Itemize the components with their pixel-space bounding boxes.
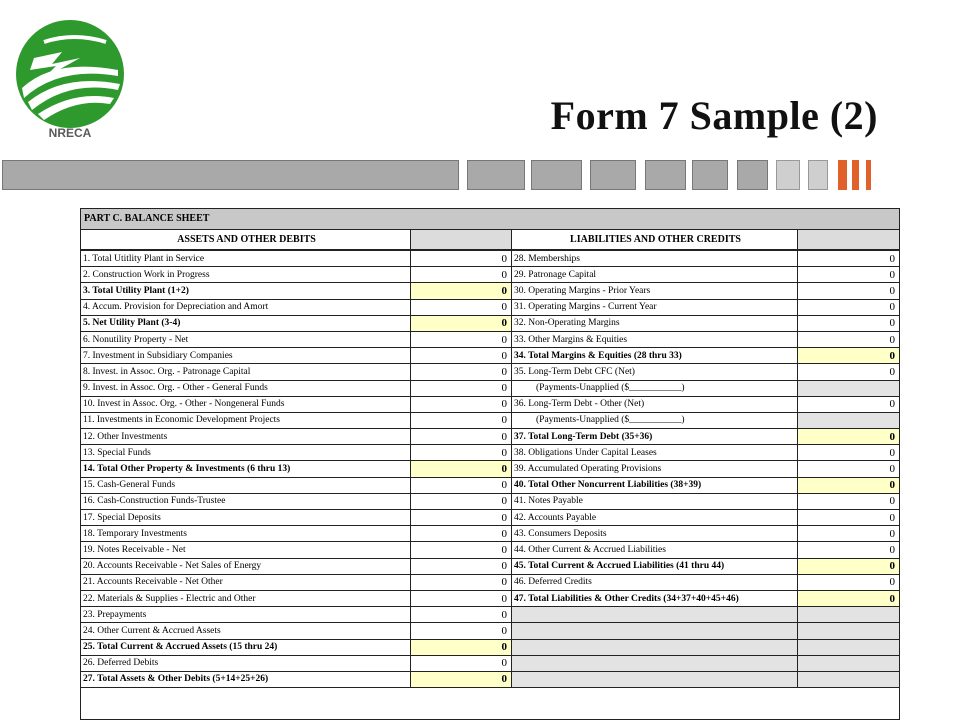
asset-label: 24. Other Current & Accrued Assets (81, 623, 411, 639)
table-row (81, 332, 899, 348)
asset-label: 2. Construction Work in Progress (81, 267, 411, 283)
asset-label: 10. Invest in Assoc. Org. - Other - Nongeneral Funds (81, 397, 411, 413)
asset-label: 1. Total Utitlity Plant in Service (81, 251, 411, 267)
asset-label: 16. Cash-Construction Funds-Trustee (81, 494, 411, 510)
asset-label: 3. Total Utility Plant (1+2) (81, 283, 411, 299)
table-row (81, 575, 899, 591)
table-row (81, 656, 899, 672)
logo-text: NRECA (48, 126, 92, 140)
liability-label: 43. Consumers Deposits (512, 526, 798, 542)
liability-value-field[interactable]: 0 (798, 251, 899, 267)
blank-cell (798, 381, 899, 397)
asset-value-field[interactable]: 0 (411, 251, 512, 267)
liability-value-field[interactable]: 0 (798, 559, 899, 575)
liability-value-field[interactable]: 0 (798, 348, 899, 364)
table-row (81, 591, 899, 607)
liability-value-field[interactable]: 0 (798, 526, 899, 542)
liability-value-field[interactable]: 0 (798, 267, 899, 283)
blank-cell (798, 607, 899, 623)
page-title: Form 7 Sample (2) (550, 93, 878, 138)
blank-cell (512, 656, 798, 672)
asset-label: 25. Total Current & Accrued Assets (15 thru 24) (81, 640, 411, 656)
blank-cell (798, 623, 899, 639)
balance-sheet-rows (81, 251, 899, 688)
table-row (81, 316, 899, 332)
table-row (81, 300, 899, 316)
liability-label: 38. Obligations Under Capital Leases (512, 445, 798, 461)
liabilities-value-header (798, 230, 899, 250)
liability-value-field[interactable]: 0 (798, 461, 899, 477)
asset-label: 22. Materials & Supplies - Electric and Other (81, 591, 411, 607)
liability-label: (Payments-Unapplied ($___________) (512, 381, 798, 397)
liability-label: 31. Operating Margins - Current Year (512, 300, 798, 316)
table-row (81, 607, 899, 623)
table-row (81, 672, 899, 688)
liability-label: 46. Deferred Credits (512, 575, 798, 591)
asset-value-field[interactable]: 0 (411, 332, 512, 348)
asset-value-field[interactable]: 0 (411, 300, 512, 316)
table-row (81, 542, 899, 558)
liability-label: 40. Total Other Noncurrent Liabilities (38+39) (512, 478, 798, 494)
asset-value-field[interactable]: 0 (411, 672, 512, 688)
liability-value-field[interactable]: 0 (798, 445, 899, 461)
liability-label: 44. Other Current & Accrued Liabilities (512, 542, 798, 558)
asset-value-field[interactable]: 0 (411, 542, 512, 558)
asset-label: 7. Investment in Subsidiary Companies (81, 348, 411, 364)
liability-label: 36. Long-Term Debt - Other (Net) (512, 397, 798, 413)
blank-cell (512, 623, 798, 639)
assets-header: ASSETS AND OTHER DEBITS (81, 230, 411, 250)
liability-label: 42. Accounts Payable (512, 510, 798, 526)
section-title: PART C. BALANCE SHEET (81, 209, 899, 230)
asset-value-field[interactable]: 0 (411, 510, 512, 526)
liability-label: (Payments-Unapplied ($___________) (512, 413, 798, 429)
blank-cell (512, 640, 798, 656)
asset-label: 4. Accum. Provision for Depreciation and Amort (81, 300, 411, 316)
asset-label: 23. Prepayments (81, 607, 411, 623)
table-row (81, 251, 899, 267)
liability-label: 28. Memberships (512, 251, 798, 267)
asset-value-field[interactable]: 0 (411, 316, 512, 332)
liability-label: 34. Total Margins & Equities (28 thru 33) (512, 348, 798, 364)
asset-value-field[interactable]: 0 (411, 640, 512, 656)
liability-label: 47. Total Liabilities & Other Credits (34+37+40+45+46) (512, 591, 798, 607)
asset-value-field[interactable]: 0 (411, 429, 512, 445)
asset-value-field[interactable]: 0 (411, 461, 512, 477)
liability-value-field[interactable]: 0 (798, 510, 899, 526)
assets-value-header (411, 230, 512, 250)
asset-value-field[interactable]: 0 (411, 607, 512, 623)
asset-label: 26. Deferred Debits (81, 656, 411, 672)
asset-label: 11. Investments in Economic Development Projects (81, 413, 411, 429)
asset-label: 5. Net Utility Plant (3-4) (81, 316, 411, 332)
liability-label: 32. Non-Operating Margins (512, 316, 798, 332)
liability-label: 29. Patronage Capital (512, 267, 798, 283)
liability-label: 41. Notes Payable (512, 494, 798, 510)
asset-value-field[interactable]: 0 (411, 381, 512, 397)
asset-value-field[interactable]: 0 (411, 575, 512, 591)
asset-value-field[interactable]: 0 (411, 413, 512, 429)
table-row (81, 510, 899, 526)
table-row (81, 623, 899, 639)
asset-value-field[interactable]: 0 (411, 283, 512, 299)
table-row (81, 413, 899, 429)
liabilities-header: LIABILITIES AND OTHER CREDITS (512, 230, 798, 250)
liability-label: 39. Accumulated Operating Provisions (512, 461, 798, 477)
table-row (81, 429, 899, 445)
table-row (81, 478, 899, 494)
blank-cell (798, 413, 899, 429)
liability-label: 33. Other Margins & Equities (512, 332, 798, 348)
table-row (81, 348, 899, 364)
balance-sheet-form (80, 208, 900, 720)
blank-cell (512, 672, 798, 688)
liability-value-field[interactable]: 0 (798, 364, 899, 380)
asset-value-field[interactable]: 0 (411, 526, 512, 542)
liability-value-field[interactable]: 0 (798, 332, 899, 348)
liability-value-field[interactable]: 0 (798, 397, 899, 413)
nreca-logo-icon (14, 18, 126, 130)
asset-label: 9. Invest. in Assoc. Org. - Other - General Funds (81, 381, 411, 397)
liability-label: 30. Operating Margins - Prior Years (512, 283, 798, 299)
asset-label: 14. Total Other Property & Investments (6 thru 13) (81, 461, 411, 477)
asset-label: 18. Temporary Investments (81, 526, 411, 542)
blank-cell (798, 640, 899, 656)
blank-cell (512, 607, 798, 623)
asset-value-field[interactable]: 0 (411, 364, 512, 380)
asset-value-field[interactable]: 0 (411, 591, 512, 607)
asset-label: 21. Accounts Receivable - Net Other (81, 575, 411, 591)
liability-label: 45. Total Current & Accrued Liabilities (41 thru 44) (512, 559, 798, 575)
asset-value-field[interactable]: 0 (411, 623, 512, 639)
table-row (81, 494, 899, 510)
table-row (81, 445, 899, 461)
asset-value-field[interactable]: 0 (411, 559, 512, 575)
asset-value-field[interactable]: 0 (411, 494, 512, 510)
liability-label: 35. Long-Term Debt CFC (Net) (512, 364, 798, 380)
asset-value-field[interactable]: 0 (411, 478, 512, 494)
liability-value-field[interactable]: 0 (798, 591, 899, 607)
table-row (81, 397, 899, 413)
asset-label: 19. Notes Receivable - Net (81, 542, 411, 558)
table-row (81, 559, 899, 575)
table-row (81, 526, 899, 542)
column-headers (81, 230, 899, 251)
asset-label: 6. Nonutility Property - Net (81, 332, 411, 348)
asset-value-field[interactable]: 0 (411, 656, 512, 672)
table-row (81, 267, 899, 283)
table-row (81, 640, 899, 656)
table-row (81, 364, 899, 380)
liability-value-field[interactable]: 0 (798, 429, 899, 445)
liability-value-field[interactable]: 0 (798, 478, 899, 494)
asset-label: 27. Total Assets & Other Debits (5+14+25+26) (81, 672, 411, 688)
asset-value-field[interactable]: 0 (411, 348, 512, 364)
table-row (81, 283, 899, 299)
asset-label: 15. Cash-General Funds (81, 478, 411, 494)
liability-value-field[interactable]: 0 (798, 494, 899, 510)
liability-value-field[interactable]: 0 (798, 575, 899, 591)
asset-value-field[interactable]: 0 (411, 397, 512, 413)
asset-value-field[interactable]: 0 (411, 445, 512, 461)
asset-label: 12. Other Investments (81, 429, 411, 445)
liability-value-field[interactable]: 0 (798, 542, 899, 558)
asset-value-field[interactable]: 0 (411, 267, 512, 283)
table-row (81, 461, 899, 477)
blank-cell (798, 672, 899, 688)
asset-label: 8. Invest. in Assoc. Org. - Patronage Capital (81, 364, 411, 380)
asset-label: 20. Accounts Receivable - Net Sales of Energy (81, 559, 411, 575)
blank-cell (798, 656, 899, 672)
table-row (81, 381, 899, 397)
asset-label: 17. Special Deposits (81, 510, 411, 526)
asset-label: 13. Special Funds (81, 445, 411, 461)
liability-value-field[interactable]: 0 (798, 316, 899, 332)
liability-value-field[interactable]: 0 (798, 300, 899, 316)
liability-value-field[interactable]: 0 (798, 283, 899, 299)
liability-label: 37. Total Long-Term Debt (35+36) (512, 429, 798, 445)
